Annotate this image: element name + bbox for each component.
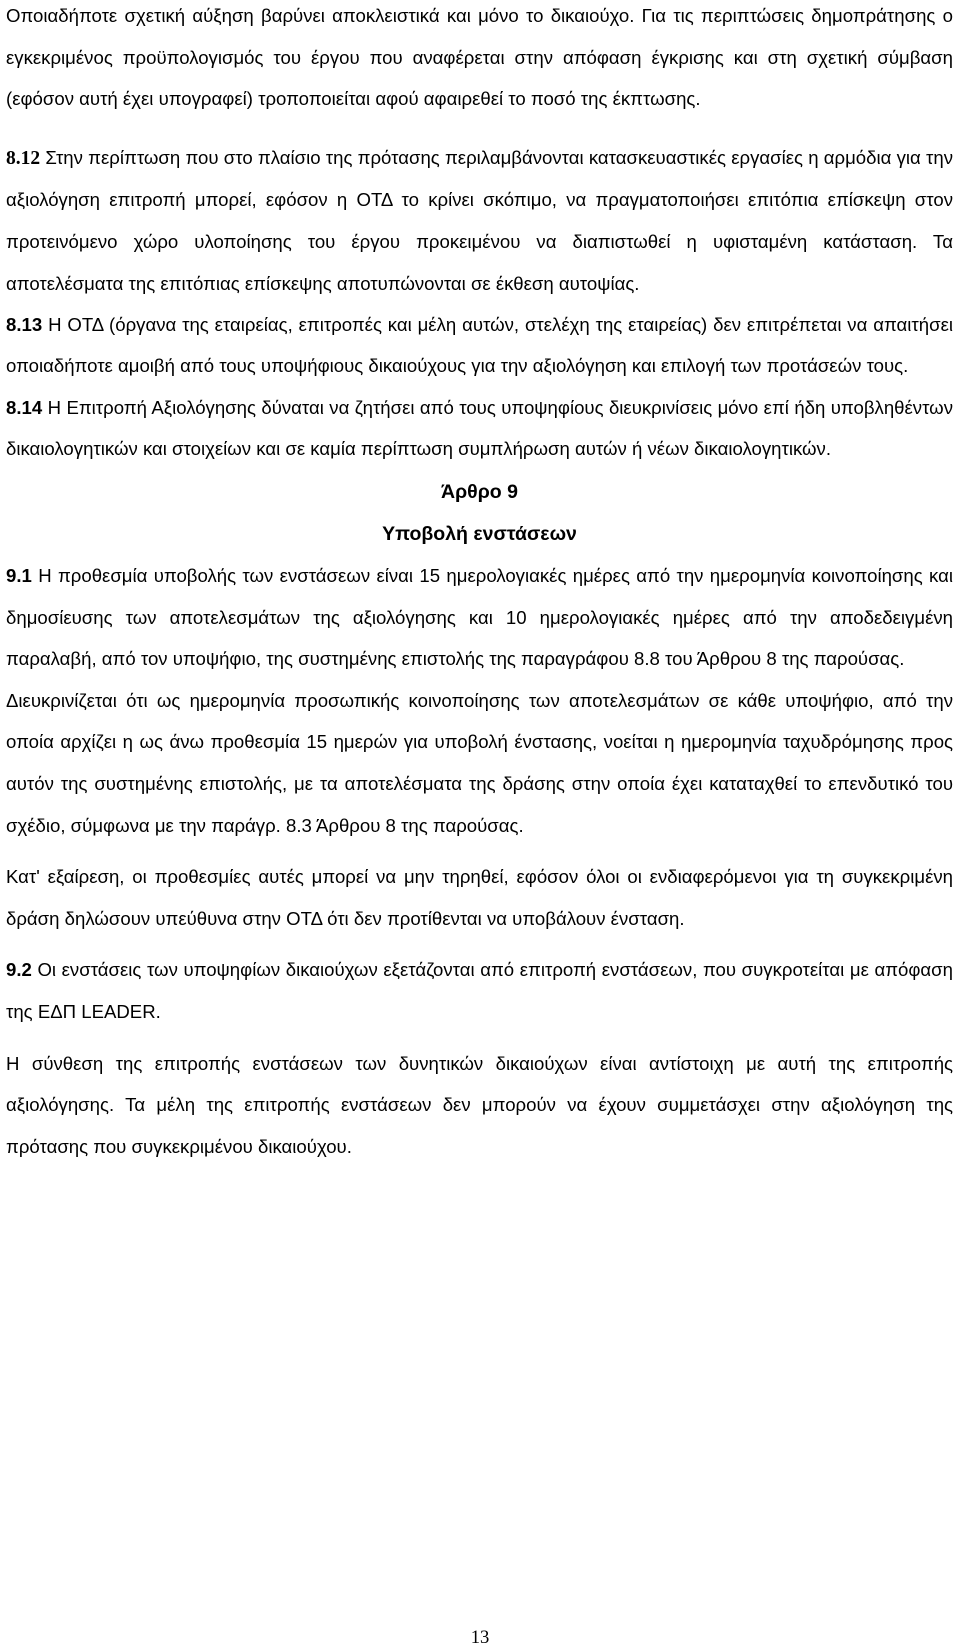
paragraph-text: Οι ενστάσεις των υποψηφίων δικαιούχων εξετάζονται από επιτροπή ενστάσεων, που συγκροτείται με απόφαση της ΕΔΠ LEADER.	[6, 959, 953, 1022]
paragraph-intro-text: Οποιαδήποτε σχετική αύξηση βαρύνει αποκλειστικά και μόνο το δικαιούχο. Για τις περιπτώσεις δημοπράτησης ο εγκεκριμένος προϋπολογισμός του έργου που αναφέρεται στην απόφαση έγκρισης και στη σχετική σύμβαση (εφόσον αυτή έχει υπογραφεί) τροποποιείται αφού αφαιρεθεί το ποσό της έκπτωσης.	[6, 5, 953, 110]
paragraph-composition	[6, 1043, 953, 1168]
article-title: Άρθρο 9	[441, 480, 518, 503]
article-subtitle: Υποβολή ενστάσεων	[382, 522, 577, 545]
paragraph-text: Η σύνθεση της επιτροπής ενστάσεων των δυνητικών δικαιούχων είναι αντίστοιχη με αυτή της επιτροπής αξιολόγησης. Τα μέλη της επιτροπής ενστάσεων δεν μπορούν να έχουν συμμετάσχει στην αξιολόγηση της πρότασης που συγκεκριμένου δικαιούχου.	[6, 1052, 953, 1157]
paragraph-number: 8.14	[6, 396, 43, 418]
paragraph-text: Η ΟΤΔ (όργανα της εταιρείας, επιτροπές και μέλη αυτών, στελέχη της εταιρείας) δεν επιτρέπεται να απαιτήσει οποιαδήποτε αμοιβή από τους υποψήφιους δικαιούχους για την αξιολόγηση και επιλογή των προτάσεών τους.	[6, 314, 953, 377]
paragraph-text: Στην περίπτωση που στο πλαίσιο της πρότασης περιλαμβάνονται κατασκευαστικές εργασίες η αρμόδια για την αξιολόγηση επιτροπή μπορεί, εφόσον η ΟΤΔ το κρίνει σκόπιμο, να πραγματοποιήσει επιτόπια επίσκεψη στον προτεινόμενο χώρο υλοποίησης του έργου προκειμένου να διαπιστωθεί η υφισταμένη κατάσταση. Τα αποτελέσματα της επιτόπιας επίσκεψης αποτυπώνονται σε έκθεση αυτοψίας.	[6, 146, 953, 294]
paragraph-9-1	[6, 555, 953, 680]
paragraph-number: 9.2	[6, 959, 32, 981]
paragraph-number: 9.1	[6, 564, 32, 586]
page-number: 13	[470, 1627, 490, 1648]
paragraph-text: Η Επιτροπή Αξιολόγησης δύναται να ζητήσει από τους υποψηφίους διευκρινίσεις μόνο επί ήδη υποβληθέντων δικαιολογητικών και στοιχείων και σε καμία περίπτωση συμπλήρωση αυτών ή νέων δικαιολογητικών.	[6, 396, 953, 459]
paragraph-9-2	[6, 949, 953, 1032]
paragraph-8-13	[6, 304, 953, 386]
paragraph-intro	[6, 0, 953, 120]
paragraph-text: Διευκρινίζεται ότι ως ημερομηνία προσωπικής κοινοποίησης των αποτελεσμάτων σε κάθε υποψήφιο, από την οποία αρχίζει η ως άνω προθεσμία 15 ημερών για υποβολή ένστασης, νοείται η ημερομηνία ταχυδρόμησης προς αυτόν της συστημένης επιστολής, με τα αποτελέσματα της δράσης στην οποία έχει καταταχθεί το επενδυτικό του σχέδιο, σύμφωνα με την παράγρ. 8.3 Άρθρου 8 της παρούσας.	[6, 689, 953, 836]
paragraph-text: Κατ' εξαίρεση, οι προθεσμίες αυτές μπορεί να μην τηρηθεί, εφόσον όλοι οι ενδιαφερόμενοι για τη συγκεκριμένη δράση δηλώσουν υπεύθυνα στην ΟΤΔ ότι δεν προτίθενται να υποβάλουν ένσταση.	[6, 866, 953, 929]
paragraph-text: Η προθεσμία υποβολής των ενστάσεων είναι 15 ημερολογιακές ημέρες από την ημερομηνία κοινοποίησης και δημοσίευσης των αποτελεσμάτων της αξιολόγησης και 10 ημερολογιακές ημέρες από την αποδεδειγμένη παραλαβή, από τον υποψήφιο, της συστημένης επιστολής της παραγράφου 8.8 του Άρθρου 8 της παρούσας.	[6, 564, 953, 670]
paragraph-8-12	[6, 137, 953, 304]
paragraph-number: 8.13	[6, 314, 43, 336]
paragraph-number: 8.12	[6, 147, 41, 169]
paragraph-8-14	[6, 387, 953, 469]
paragraph-clarification	[6, 680, 953, 846]
paragraph-exception	[6, 856, 953, 939]
